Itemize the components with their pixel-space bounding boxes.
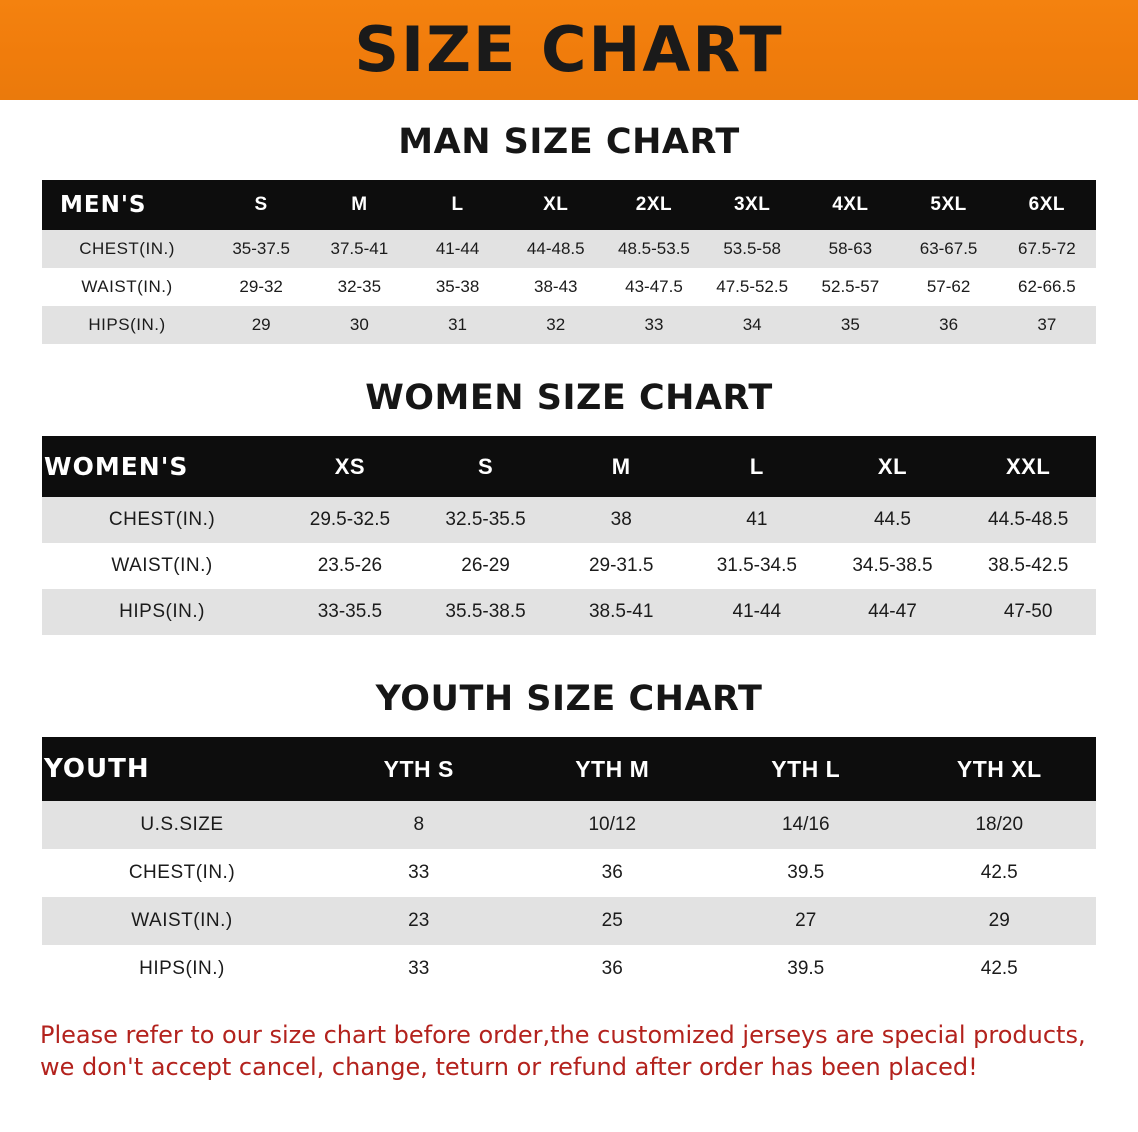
table-cell: 32.5-35.5 <box>445 509 526 530</box>
footnote-line-2: we don't accept cancel, change, teturn or refund after order has been placed! <box>40 1053 978 1082</box>
table-cell: 47-50 <box>1003 601 1053 622</box>
header-cell: 2XL <box>635 194 673 215</box>
table-cell: 29-32 <box>239 277 283 296</box>
header-cell: MEN'S <box>60 192 147 218</box>
table-cell: 35-38 <box>435 277 480 296</box>
header-cell: L <box>749 453 764 479</box>
table-cell: 62-66.5 <box>1018 277 1076 296</box>
row-label: CHEST(IN.) <box>79 239 175 258</box>
table-cell: 38 <box>610 509 632 530</box>
table-cell: 44.5 <box>873 509 911 530</box>
banner <box>0 0 1138 100</box>
table-cell: 44.5-48.5 <box>988 509 1069 530</box>
women-section-heading: WOMEN SIZE CHART <box>365 378 773 418</box>
table-header-row <box>42 180 1096 230</box>
row-label: CHEST(IN.) <box>128 862 236 883</box>
table-cell: 39.5 <box>787 862 825 883</box>
header-cell: XS <box>334 453 366 479</box>
header-cell: M <box>351 194 368 215</box>
header-cell: S <box>254 194 268 215</box>
table-header-row <box>42 737 1096 801</box>
table-cell: 31 <box>448 315 468 334</box>
table-cell: 27 <box>795 910 817 931</box>
table-cell: 31.5-34.5 <box>716 555 797 576</box>
man-table-wrap <box>42 180 1096 344</box>
header-cell: M <box>611 453 631 479</box>
table-row <box>42 268 1096 306</box>
header-cell: XL <box>877 453 908 479</box>
header-cell: 5XL <box>930 194 967 215</box>
table-cell: 32 <box>546 315 566 334</box>
table-cell: 29-31.5 <box>588 555 654 576</box>
table-cell: 53.5-58 <box>723 239 781 258</box>
table-cell: 23 <box>408 910 430 931</box>
header-cell: XXL <box>1006 453 1051 479</box>
table-cell: 35.5-38.5 <box>445 601 526 622</box>
table-cell: 33 <box>408 862 430 883</box>
table-cell: 43-47.5 <box>625 277 683 296</box>
table-cell: 29 <box>988 910 1010 931</box>
row-label: CHEST(IN.) <box>108 509 216 530</box>
table-cell: 52.5-57 <box>821 277 880 296</box>
table-cell: 41-44 <box>732 601 782 622</box>
table-cell: 33 <box>644 315 664 334</box>
table-cell: 34.5-38.5 <box>852 555 933 576</box>
footnote-line-1: Please refer to our size chart before order,the customized jerseys are special products, <box>40 1021 1086 1049</box>
table-cell: 42.5 <box>980 862 1018 883</box>
row-label: WAIST(IN.) <box>111 555 213 576</box>
table-row <box>42 589 1096 635</box>
table-cell: 39.5 <box>787 958 825 979</box>
table-cell: 67.5-72 <box>1018 239 1076 258</box>
table-cell: 38-43 <box>534 277 578 296</box>
table-row <box>42 849 1096 897</box>
row-label: HIPS(IN.) <box>88 315 166 334</box>
youth-section-heading: YOUTH SIZE CHART <box>375 679 763 719</box>
table-cell: 44-48.5 <box>526 239 585 258</box>
table-cell: 36 <box>601 862 623 883</box>
header-cell: 3XL <box>733 194 771 215</box>
table-cell: 25 <box>601 910 623 931</box>
row-label: WAIST(IN.) <box>131 910 233 931</box>
row-label: HIPS(IN.) <box>139 958 225 979</box>
header-cell: S <box>477 453 494 479</box>
row-label: HIPS(IN.) <box>119 601 205 622</box>
table-cell: 18/20 <box>975 814 1024 835</box>
table-cell: 35-37.5 <box>232 239 290 258</box>
table-cell: 35 <box>840 315 860 334</box>
table-cell: 36 <box>601 958 623 979</box>
table-cell: 36 <box>939 315 959 334</box>
table-cell: 41 <box>746 509 768 530</box>
table-cell: 41-44 <box>435 239 480 258</box>
table-cell: 8 <box>413 814 425 835</box>
table-cell: 23.5-26 <box>317 555 383 576</box>
table-cell: 38.5-42.5 <box>988 555 1069 576</box>
women-table-wrap <box>42 436 1096 635</box>
header-cell: WOMEN'S <box>44 452 189 481</box>
table-row <box>42 230 1096 268</box>
table-cell: 37 <box>1037 315 1057 334</box>
table-cell: 58-63 <box>828 239 873 258</box>
banner-title: SIZE CHART <box>354 13 784 86</box>
table-cell: 34 <box>742 315 762 334</box>
table-row <box>42 801 1096 849</box>
footnote <box>40 1019 1098 1084</box>
table-cell: 57-62 <box>926 277 971 296</box>
man-size-table <box>42 180 1096 344</box>
header-cell: 6XL <box>1028 194 1066 215</box>
table-row <box>42 543 1096 589</box>
man-section-heading: MAN SIZE CHART <box>398 122 740 162</box>
table-cell: 38.5-41 <box>588 601 654 622</box>
youth-table-wrap <box>42 737 1096 993</box>
women-size-table <box>42 436 1096 635</box>
table-cell: 48.5-53.5 <box>618 239 690 258</box>
row-label: U.S.SIZE <box>140 814 224 835</box>
table-cell: 30 <box>349 315 369 334</box>
table-cell: 42.5 <box>980 958 1018 979</box>
table-header-row <box>42 436 1096 497</box>
table-cell: 33 <box>408 958 430 979</box>
youth-size-table <box>42 737 1096 993</box>
table-cell: 10/12 <box>588 814 637 835</box>
table-cell: 26-29 <box>461 555 510 576</box>
table-cell: 14/16 <box>781 814 830 835</box>
header-cell: YTH S <box>383 755 454 782</box>
table-cell: 33-35.5 <box>317 601 383 622</box>
table-row <box>42 897 1096 945</box>
table-row <box>42 497 1096 543</box>
table-cell: 37.5-41 <box>330 239 389 258</box>
table-row <box>42 945 1096 993</box>
row-label: WAIST(IN.) <box>81 277 173 296</box>
header-cell: YTH L <box>771 755 841 782</box>
header-cell: L <box>451 194 464 215</box>
header-cell: YTH M <box>575 755 650 782</box>
table-cell: 32-35 <box>337 277 382 296</box>
header-cell: YOUTH <box>44 754 150 784</box>
table-cell: 44-47 <box>868 601 917 622</box>
table-cell: 29.5-32.5 <box>309 509 391 530</box>
header-cell: XL <box>543 194 569 215</box>
header-cell: 4XL <box>832 194 869 215</box>
table-row <box>42 306 1096 344</box>
table-cell: 29 <box>251 315 271 334</box>
table-cell: 63-67.5 <box>919 239 978 258</box>
header-cell: YTH XL <box>956 755 1042 782</box>
table-cell: 47.5-52.5 <box>716 277 789 296</box>
